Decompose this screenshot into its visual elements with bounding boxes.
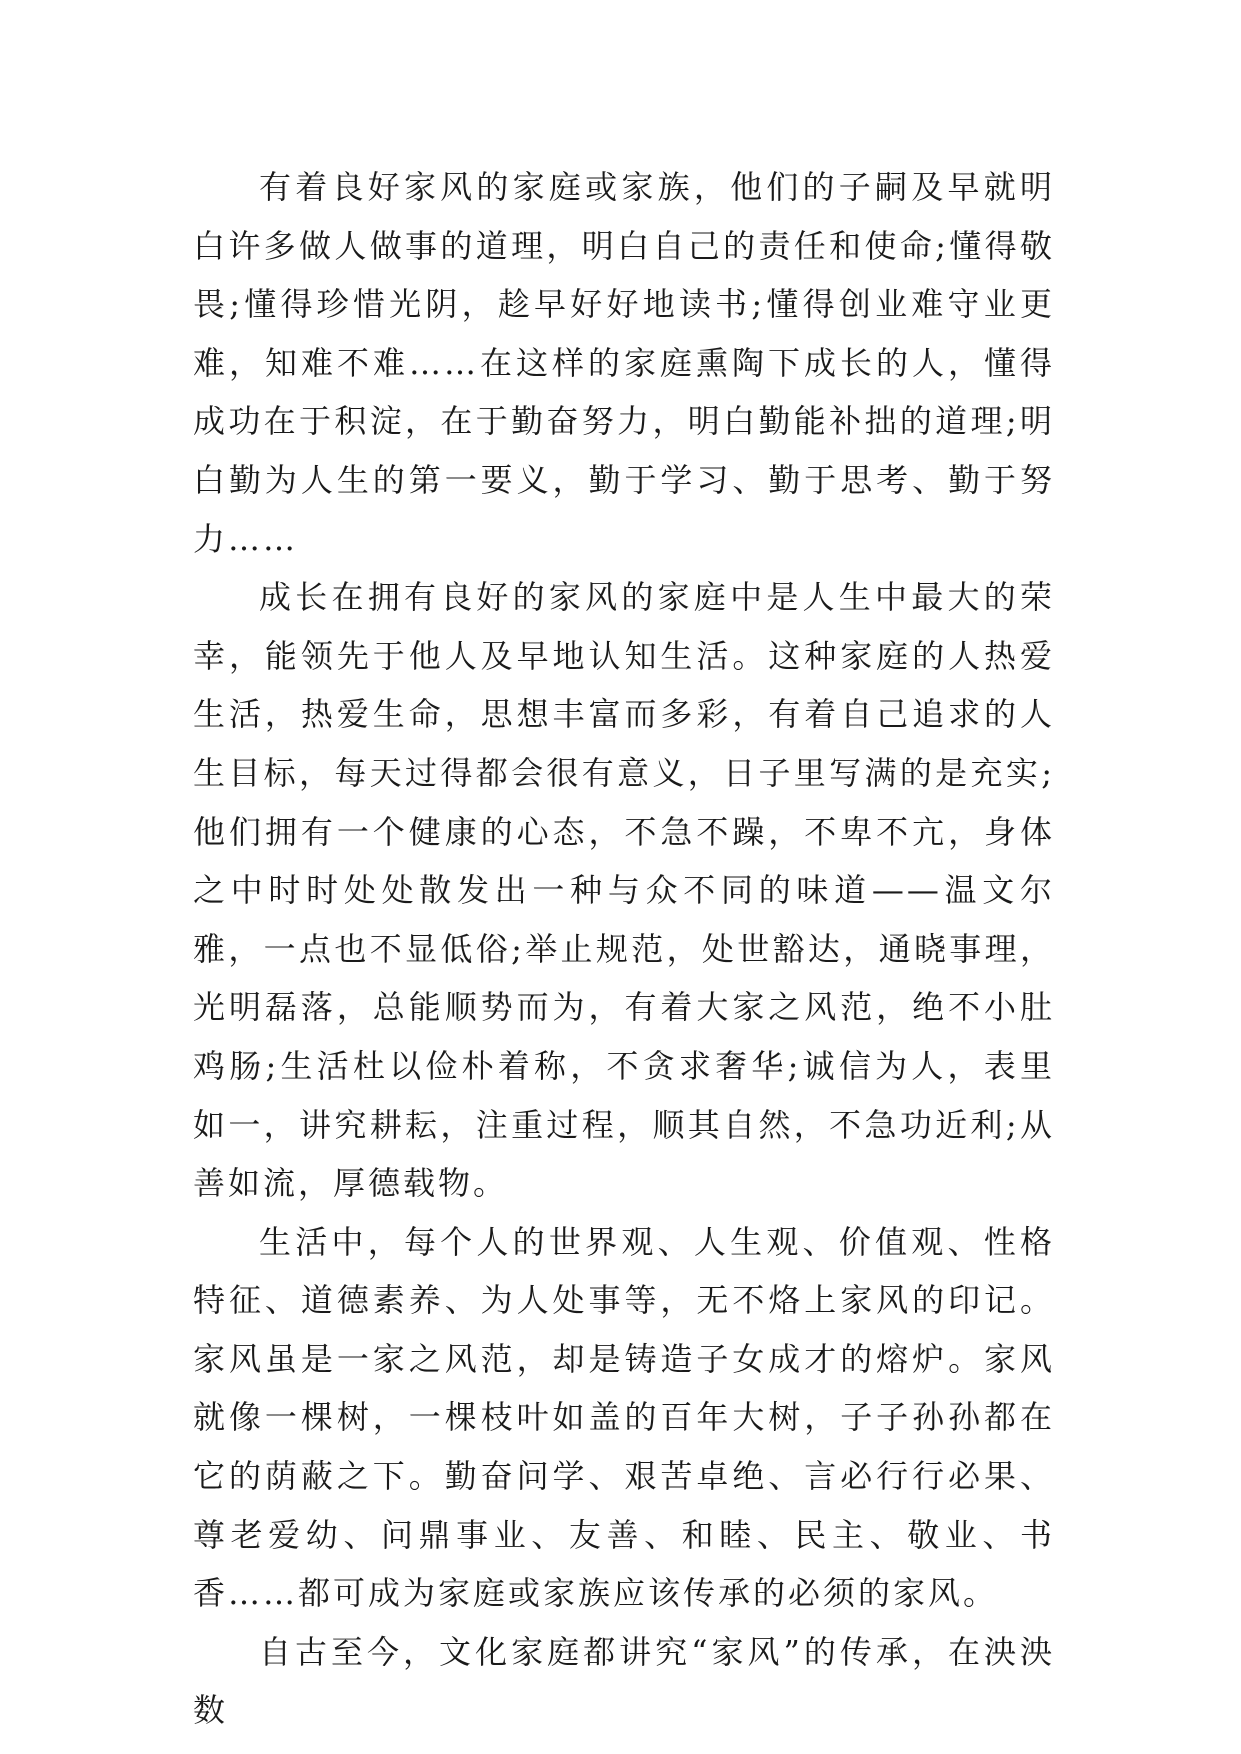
body-text <box>193 158 1055 1740</box>
paragraph-1: 有着良好家风的家庭或家族，他们的子嗣及早就明白许多做人做事的道理，明白自己的责任和使命;懂得敬畏;懂得珍惜光阴，趁早好好地读书;懂得创业难守业更难，知难不难……在这样的家庭熏陶下成长的人，懂得成功在于积淀，在于勤奋努力，明白勤能补拙的道理;明白勤为人生的第一要义，勤于学习、勤于思考、勤于努力…… <box>193 168 1055 558</box>
paragraph-4: 自古至今，文化家庭都讲究“家风”的传承，在泱泱数 <box>193 1632 1055 1730</box>
paragraph-3: 生活中，每个人的世界观、人生观、价值观、性格特征、道德素养、为人处事等，无不烙上家风的印记。家风虽是一家之风范，却是铸造子女成才的熔炉。家风就像一棵树，一棵枝叶如盖的百年大树，子子孙孙都在它的荫蔽之下。勤奋问学、艰苦卓绝、言必行行必果、尊老爱幼、问鼎事业、友善、和睦、民主、敬业、书香……都可成为家庭或家族应该传承的必须的家风。 <box>193 1222 1055 1613</box>
paragraph-2: 成长在拥有良好的家风的家庭中是人生中最大的荣幸，能领先于他人及早地认知生活。这种家庭的人热爱生活，热爱生命，思想丰富而多彩，有着自己追求的人生目标，每天过得都会很有意义，日子里写满的是充实;他们拥有一个健康的心态，不急不躁，不卑不亢，身体之中时时处处散发出一种与众不同的味道——温文尔雅，一点也不显低俗;举止规范，处世豁达，通晓事理，光明磊落，总能顺势而为，有着大家之风范，绝不小肚鸡肠;生活杜以俭朴着称，不贪求奢华;诚信为人，表里如一，讲究耕耘，注重过程，顺其自然，不急功近利;从善如流，厚德载物。 <box>193 578 1055 1203</box>
